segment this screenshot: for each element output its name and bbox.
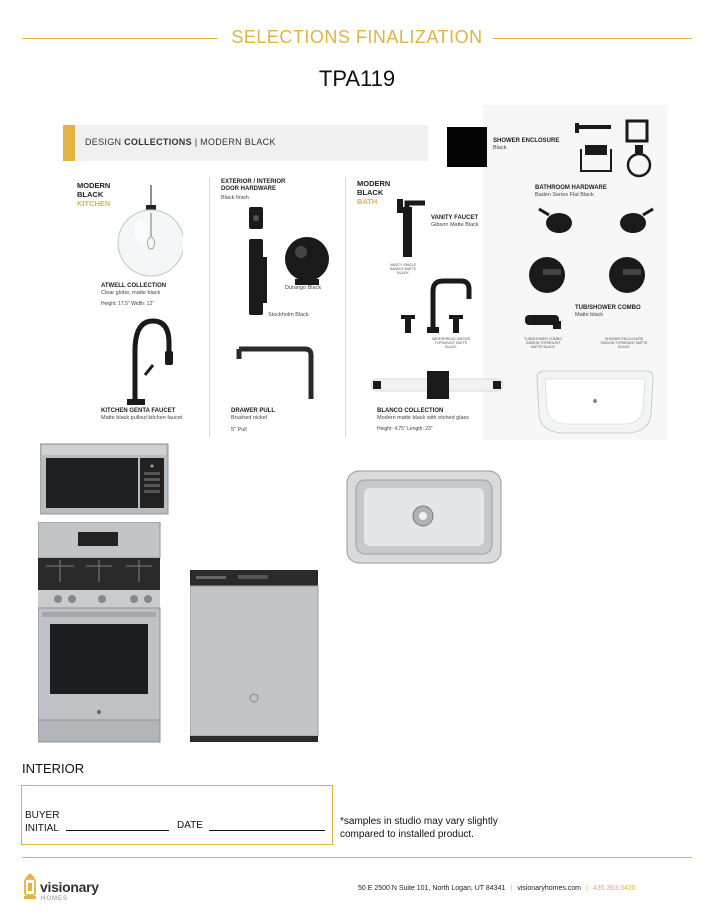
lot-number: TPA119 — [318, 66, 396, 91]
bath-label: MODERN BLACK BATH — [357, 179, 391, 206]
shower-valve-icon — [525, 253, 651, 297]
tub-spout-icon — [523, 311, 569, 331]
vanity-light-title: BLANCO COLLECTION — [377, 408, 444, 414]
footer-phone[interactable]: 435.363.3420 — [592, 885, 636, 892]
buyer-initial-field[interactable] — [66, 830, 169, 831]
footer-website[interactable]: visionaryhomes.com — [517, 885, 582, 892]
kitchen-faucet-title: KITCHEN GENTA FAUCET — [101, 408, 176, 414]
footer-address: 50 E 2500 N Suite 101, North Logan, UT 84341 — [358, 885, 506, 892]
undermount-sink-icon — [533, 369, 657, 437]
drawer-pull-title: DRAWER PULL — [231, 408, 275, 414]
design-collection-board: DESIGN COLLECTIONS | MODERN BLACK MODERN BLACK KITCHEN ATWELL COLLECTION Clear globe, matte black Height: 17.5" Width: 12" KITCHEN GENTA FAUCET Matte black pullout kitchen faucet EXTERIOR / INTERIOR DOOR HARDWARE Black finish Durango Black Stockholm Black DRAWER PULL Brushed nickel 5" Pull MODERN BLACK BATH VANITY FAUCET Gibson Matte Black VANITY SINGLE HANDLE MATTE BLACK WIDESPREAD GIBSON TOPMOUNT MATTE BLACK BLANCO COLLECTION Modern matte black with etched glass Height: 4.75" Length: 23" SHOWER ENCLOSURE Black BATHROOM HARDWARE Baden Series Flat Black TUB/SHOWER COMBO Matte black TUB/SHOWER COMBO GIBSON TOPMOUNT MATTE BLACK SHOWER ENCLOSURE GIBSON TOPMOUNT MATTE BLACK — [63, 105, 668, 440]
section-label-interior: INTERIOR — [22, 761, 85, 776]
widespread-faucet-icon — [401, 277, 481, 335]
tub-shower-title: TUB/SHOWER COMBO — [575, 305, 641, 311]
collection-heading: DESIGN COLLECTIONS | MODERN BLACK — [63, 125, 428, 161]
logo-wordmark: visionary — [40, 879, 99, 895]
buyer-initial-label: BUYER INITIAL — [25, 810, 60, 834]
pendant-title: ATWELL COLLECTION — [101, 283, 167, 289]
shower-head-icon — [535, 203, 659, 235]
pendant-light-icon — [103, 185, 183, 280]
vanity-light-icon — [369, 369, 505, 401]
vanity-faucet-title: VANITY FAUCET — [431, 215, 479, 221]
drawer-pull-icon — [235, 343, 317, 403]
shower-enclosure-swatch — [447, 127, 487, 167]
kitchen-faucet-icon — [123, 313, 173, 405]
footer-contact: 50 E 2500 N Suite 101, North Logan, UT 84341 | visionaryhomes.com | 435.363.3420 — [358, 885, 636, 892]
footer-rule — [22, 857, 692, 858]
bathroom-hardware-title: BATHROOM HARDWARE — [535, 185, 607, 191]
handleset-label: Stockholm Black — [268, 312, 309, 318]
page-title: SELECTIONS FINALIZATION — [0, 27, 714, 48]
microwave-icon — [40, 442, 170, 516]
dishwasher-icon — [190, 570, 320, 744]
kitchen-label: MODERN BLACK KITCHEN — [77, 181, 111, 208]
date-label: DATE — [177, 820, 203, 831]
vanity-faucet-icon — [393, 197, 429, 259]
buyer-initial-box — [21, 785, 333, 845]
knob-label: Durango Black — [285, 285, 322, 291]
door-hardware-title: EXTERIOR / INTERIOR DOOR HARDWARE — [221, 179, 286, 192]
samples-note: *samples in studio may vary slightly compared to installed product. — [340, 816, 498, 840]
shower-enclosure-title: SHOWER ENCLOSURE — [493, 138, 560, 144]
bathroom-hardware-icon — [571, 119, 665, 183]
door-hardware-icon — [243, 205, 353, 325]
logo-subtitle: HOMES — [41, 896, 69, 902]
gas-range-icon — [38, 522, 162, 744]
date-field[interactable] — [209, 830, 325, 831]
visionary-logo-icon — [22, 872, 38, 902]
kitchen-sink-icon — [346, 470, 504, 566]
